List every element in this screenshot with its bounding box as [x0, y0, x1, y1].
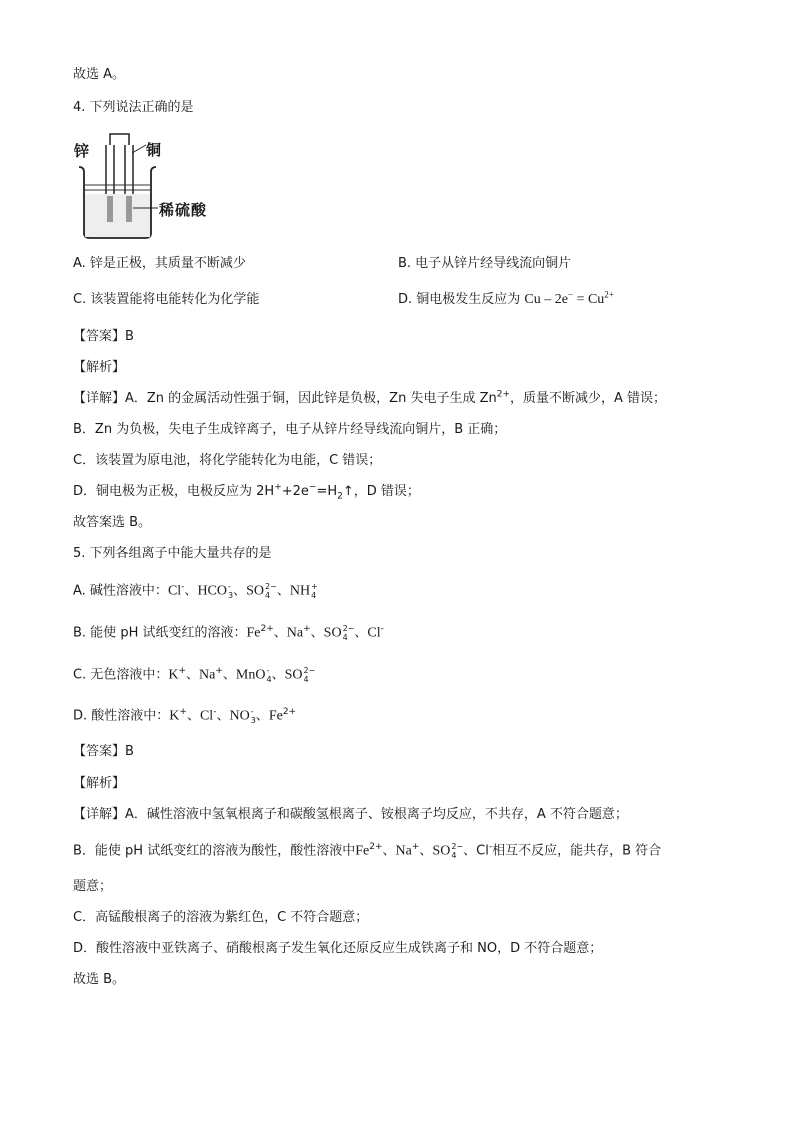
q4-option-d-formula: $Cu - 2e^- = Cu^{2+}$	[524, 289, 614, 307]
q4-detail-line-4: D．铜电极为正极，电极反应为 $2H^++2e^-=H_2↑$，D 错误；	[73, 482, 420, 502]
acid-fill	[85, 194, 150, 237]
zinc-label: 锌	[74, 142, 91, 160]
copper-hatch	[126, 196, 132, 222]
q5-analysis-heading: 【解析】	[73, 776, 126, 791]
q4-option-d	[398, 291, 614, 309]
copper-label: 铜	[146, 141, 163, 159]
q4-option-a: A. 锌是正极，其质量不断减少	[73, 256, 246, 271]
solution-label: 稀硫酸	[159, 201, 208, 219]
q5-option-d: D. 酸性溶液中：K+、Cl-、NO - 3 、$Fe^{2+}$	[73, 707, 297, 725]
q4-option-b: B. 电子从锌片经导线流向铜片	[398, 256, 572, 271]
copper-pointer	[132, 145, 146, 153]
q5-detail-line-2: B．能使 pH 试纸变红的溶液为酸性，酸性溶液中$Fe^{2+}$、Na+、SO 2− 4 、Cl-相互不反应，能共存，B 符合	[73, 842, 662, 860]
q4-answer: 【答案】B	[73, 329, 134, 344]
q5-option-b: B. 能使 pH 试纸变红的溶液：$Fe^{2+}$、Na+、SO 2− 4 、Cl-	[73, 624, 384, 642]
q5-option-a: A. 碱性溶液中：Cl-、HCO - 3 、SO 2− 4 、NH + 4	[73, 582, 318, 600]
q4-stem: 4. 下列说法正确的是	[73, 100, 194, 115]
q4-detail-line-1: 【详解】A．Zn 的金属活动性强于铜，因此锌是负极，Zn 失电子生成 $Zn^{2+}$，质量不断减少，A 错误；	[73, 389, 667, 406]
q5-stem: 5. 下列各组离子中能大量共存的是	[73, 546, 272, 561]
q5-answer: 【答案】B	[73, 744, 134, 759]
zinc-hatch	[107, 196, 113, 222]
q4-option-d-text: D. 铜电极发生反应为	[398, 292, 521, 307]
q5-detail-line-1: 【详解】A．碱性溶液中氢氧根离子和碳酸氢根离子、铵根离子均反应，不共存，A 不符合题意；	[73, 807, 628, 822]
q4-analysis-heading: 【解析】	[73, 360, 126, 375]
q3-conclusion: 故选 A。	[73, 67, 126, 82]
galvanic-cell-diagram	[70, 130, 250, 245]
wire	[110, 134, 129, 145]
q4-detail-line-3: C．该装置为原电池，将化学能转化为电能，C 错误；	[73, 453, 382, 468]
q4-detail-line-2: B．Zn 为负极，失电子生成锌离子，电子从锌片经导线流向铜片，B 正确；	[73, 422, 507, 437]
q5-detail-line-2-cont: 题意；	[73, 879, 113, 894]
q5-conclusion: 故选 B。	[73, 972, 126, 987]
q5-option-c: C. 无色溶液中：K+、Na+、MnO - 4 、SO 2− 4	[73, 666, 316, 684]
q4-option-c: C. 该装置能将电能转化为化学能	[73, 292, 260, 307]
q4-conclusion: 故答案选 B。	[73, 515, 152, 530]
q5-detail-line-4: D．酸性溶液中亚铁离子、硝酸根离子发生氧化还原反应生成铁离子和 NO，D 不符合题意；	[73, 941, 603, 956]
q5-detail-line-3: C．高锰酸根离子的溶液为紫红色，C 不符合题意；	[73, 910, 369, 925]
